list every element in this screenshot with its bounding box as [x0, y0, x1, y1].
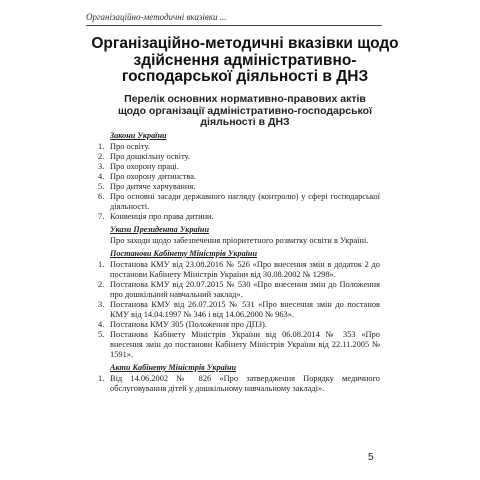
item-number: 4.	[98, 320, 105, 329]
resolutions-list	[98, 260, 380, 360]
list-item	[98, 260, 380, 280]
item-number: 7.	[98, 212, 105, 221]
item-text: Постанова КМУ 305 (Положення про ДПЗ).	[110, 320, 267, 329]
item-text: Про дитяче харчування.	[110, 182, 196, 191]
running-head: Організаційно-методичні вказівки ...	[86, 12, 382, 26]
item-number: 1.	[98, 260, 105, 269]
list-item	[98, 374, 380, 394]
list-item	[98, 330, 380, 360]
item-text: Постанова КМУ від 26.07.2015 № 531 «Про внесення змін до постанов КМУ від 14.04.1997 № 346 і від 14.06.2000 № 963».	[110, 300, 380, 319]
document-body	[98, 131, 380, 394]
item-text: Постанова КМУ від 20.07.2015 № 530 «Про внесення змін до Положення про дошкільний навчальний заклад».	[110, 280, 380, 299]
acts-list	[98, 374, 380, 394]
section-subtitle: Перелік основних нормативно-правових актів щодо організації адміністративно-господарської діяльності в ДНЗ	[117, 93, 373, 128]
item-text: Про дошкільну освіту.	[110, 152, 190, 161]
list-item	[98, 320, 380, 330]
page-title: Організаційно-методичні вказівки щодо здійснення адміністративно-господарської діяльності в ДНЗ	[91, 35, 399, 85]
item-text: Постанова Кабінету Міністрів України від 06.08.2014 № 353 «Про внесення змін до постанови Кабінету Міністрів України від 22.11.2005 № 1591».	[110, 330, 380, 359]
item-number: 1.	[98, 142, 105, 151]
item-text: Конвенція про права дитини.	[110, 212, 214, 221]
item-number: 4.	[98, 172, 105, 181]
list-item	[98, 300, 380, 320]
decrees-text: Про заходи щодо забезпечення пріоритетного розвитку освіти в Україні.	[110, 236, 369, 245]
item-text: Постанова КМУ від 23.08.2016 № 526 «Про внесення змін в додаток 2 до постанови Кабінету Міністрів України від 30.08.2002 № 1298».	[110, 260, 380, 279]
item-number: 1.	[98, 374, 105, 383]
item-number: 3.	[98, 300, 105, 309]
list-item	[98, 192, 380, 212]
item-number: 2.	[98, 152, 105, 161]
list-item	[98, 162, 380, 172]
list-item	[98, 142, 380, 152]
decrees-heading: Укази Президента України	[110, 225, 210, 234]
list-item	[98, 172, 380, 182]
list-item	[98, 212, 380, 222]
resolutions-heading: Постанови Кабінету Міністрів України	[110, 249, 258, 258]
list-item	[98, 280, 380, 300]
laws-list	[98, 142, 380, 222]
item-text: Про освіту.	[110, 142, 150, 151]
list-item	[98, 152, 380, 162]
item-number: 2.	[98, 280, 105, 289]
item-text: Про охорону праці.	[110, 162, 179, 171]
item-number: 6.	[98, 192, 105, 201]
item-text: Про охорону дитинства.	[110, 172, 197, 181]
acts-heading: Акти Кабінету Міністрів України	[110, 363, 237, 372]
item-number: 3.	[98, 162, 105, 171]
page-number: 5	[368, 452, 374, 463]
laws-heading: Закони України	[110, 131, 167, 140]
item-number: 5.	[98, 182, 105, 191]
list-item	[98, 182, 380, 192]
item-text: Від 14.06.2002 № 826 «Про затвердження Порядку медичного обслуговування дітей у дошкільному навчальному закладі».	[110, 374, 380, 393]
item-number: 5.	[98, 330, 105, 339]
item-text: Про основні засади державного нагляду (контролю) у сфері господарської діяльності.	[110, 192, 380, 211]
